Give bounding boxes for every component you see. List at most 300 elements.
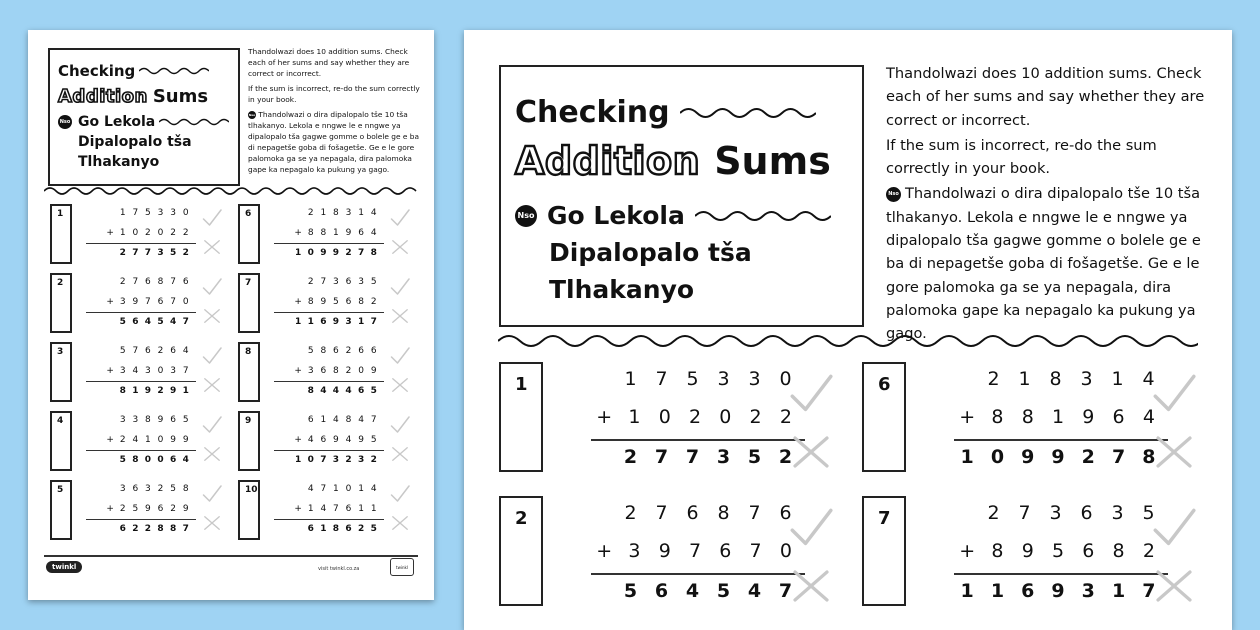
digit: 4 bbox=[1142, 406, 1155, 428]
sepedi-line-3: Tlhakanyo bbox=[549, 275, 695, 304]
sum-rule bbox=[86, 381, 196, 382]
digit: 7 bbox=[132, 346, 139, 356]
digit: 1 bbox=[1018, 368, 1031, 390]
digit: 8 bbox=[370, 248, 377, 258]
digit: 7 bbox=[182, 317, 189, 327]
digit: 7 bbox=[320, 484, 327, 494]
digit: 3 bbox=[332, 455, 340, 465]
digit: 0 bbox=[358, 366, 364, 376]
digit: 8 bbox=[358, 297, 364, 307]
digit: 2 bbox=[987, 502, 1000, 524]
digit: 3 bbox=[357, 455, 365, 465]
digit: 2 bbox=[987, 368, 1000, 390]
sum-number-box: 3 bbox=[50, 342, 72, 402]
digit: + bbox=[106, 228, 114, 238]
digit: 9 bbox=[332, 248, 340, 258]
digit: 2 bbox=[345, 346, 352, 356]
digit: 6 bbox=[320, 435, 327, 445]
digit: 5 bbox=[370, 524, 377, 534]
addend bbox=[270, 228, 380, 238]
tick-icon[interactable] bbox=[1152, 372, 1196, 416]
digit: 9 bbox=[1021, 446, 1035, 468]
sum-total bbox=[952, 580, 1164, 602]
sum-total bbox=[589, 580, 801, 602]
title-line-2 bbox=[58, 86, 208, 107]
digit: 9 bbox=[144, 386, 152, 396]
tick-icon[interactable] bbox=[390, 277, 410, 297]
title-line-1 bbox=[515, 95, 816, 130]
digit: 3 bbox=[333, 277, 339, 287]
digit: 0 bbox=[132, 228, 139, 238]
addend bbox=[952, 540, 1164, 562]
digit: 8 bbox=[157, 277, 164, 287]
digit: 8 bbox=[1021, 406, 1034, 428]
digit: 1 bbox=[358, 484, 364, 494]
digit: 9 bbox=[157, 415, 164, 425]
digit: 8 bbox=[119, 386, 126, 396]
digit: 7 bbox=[357, 248, 365, 258]
sum-total bbox=[82, 524, 192, 534]
digit: 6 bbox=[119, 524, 126, 534]
digit: 2 bbox=[119, 277, 126, 287]
addend bbox=[82, 228, 192, 238]
digit: 9 bbox=[358, 435, 364, 445]
digit: + bbox=[294, 435, 302, 445]
addend bbox=[270, 366, 380, 376]
addend bbox=[82, 346, 192, 356]
digit: 9 bbox=[332, 317, 340, 327]
digit: 9 bbox=[169, 386, 177, 396]
sum-number-box: 10 bbox=[238, 480, 260, 540]
addend bbox=[270, 277, 380, 287]
digit: 7 bbox=[749, 540, 762, 562]
digit: 1 bbox=[624, 368, 637, 390]
digit: 2 bbox=[345, 366, 352, 376]
tick-icon[interactable] bbox=[789, 372, 833, 416]
sum-rule bbox=[954, 439, 1168, 441]
addend bbox=[82, 277, 192, 287]
digit: 6 bbox=[358, 228, 364, 238]
digit: 5 bbox=[307, 346, 314, 356]
digit: 7 bbox=[182, 366, 189, 376]
digit: 9 bbox=[132, 297, 139, 307]
digit: 8 bbox=[991, 406, 1004, 428]
digit: 2 bbox=[749, 406, 762, 428]
digit: 6 bbox=[779, 502, 792, 524]
digit: 1 bbox=[132, 386, 139, 396]
digit: 6 bbox=[345, 297, 352, 307]
addend bbox=[82, 366, 192, 376]
sum-total bbox=[270, 386, 380, 396]
digit: 8 bbox=[307, 228, 314, 238]
worksheet-zoomed bbox=[464, 30, 1232, 630]
cross-icon[interactable] bbox=[791, 566, 831, 606]
sum-number-box: 1 bbox=[50, 204, 72, 264]
digit: 2 bbox=[119, 248, 126, 258]
instructions bbox=[248, 46, 426, 179]
addend bbox=[270, 504, 380, 514]
digit: 2 bbox=[370, 297, 377, 307]
digit: 2 bbox=[157, 484, 164, 494]
tick-icon[interactable] bbox=[202, 346, 222, 366]
digit: 3 bbox=[145, 484, 151, 494]
cross-icon[interactable] bbox=[203, 514, 221, 532]
digit: 4 bbox=[747, 580, 762, 602]
digit: 6 bbox=[1082, 540, 1095, 562]
digit: 0 bbox=[157, 455, 164, 465]
cross-icon[interactable] bbox=[203, 445, 221, 463]
tick-icon[interactable] bbox=[202, 277, 222, 297]
sum-rule bbox=[274, 519, 384, 520]
instruction-english-2: If the sum is incorrect, re-do the sum correctly in your book. bbox=[886, 136, 1157, 178]
digit: 9 bbox=[333, 435, 339, 445]
squiggle-icon bbox=[159, 117, 229, 127]
digit: 3 bbox=[119, 297, 126, 307]
tick-icon[interactable] bbox=[1152, 506, 1196, 550]
digit: 5 bbox=[333, 297, 339, 307]
digit: 0 bbox=[307, 455, 314, 465]
digit: 0 bbox=[990, 446, 1005, 468]
digit: 4 bbox=[370, 208, 377, 218]
sum-total bbox=[270, 455, 380, 465]
digit: 5 bbox=[170, 484, 176, 494]
digit: 6 bbox=[345, 504, 352, 514]
digit: 1 bbox=[358, 504, 364, 514]
addend bbox=[82, 484, 192, 494]
cross-icon[interactable] bbox=[203, 238, 221, 256]
digit: 3 bbox=[1049, 502, 1062, 524]
digit: 6 bbox=[169, 455, 177, 465]
digit: 5 bbox=[686, 368, 699, 390]
digit: 3 bbox=[170, 366, 176, 376]
digit: 6 bbox=[1112, 406, 1125, 428]
sum-number-box: 4 bbox=[50, 411, 72, 471]
digit: 8 bbox=[145, 415, 151, 425]
sum-number-box: 7 bbox=[238, 273, 260, 333]
sum-total bbox=[82, 248, 192, 258]
sum-total bbox=[589, 446, 801, 468]
digit: 2 bbox=[357, 524, 365, 534]
digit: 8 bbox=[307, 297, 314, 307]
addend bbox=[270, 208, 380, 218]
digit: 9 bbox=[370, 366, 377, 376]
sum-rule bbox=[591, 439, 805, 441]
digit: 1 bbox=[295, 455, 302, 465]
digit: 7 bbox=[655, 502, 668, 524]
tick-icon[interactable] bbox=[202, 484, 222, 504]
digit: 6 bbox=[170, 346, 176, 356]
cross-icon[interactable] bbox=[203, 307, 221, 325]
digit: 2 bbox=[170, 228, 176, 238]
digit: 4 bbox=[370, 484, 377, 494]
digit: 9 bbox=[145, 504, 151, 514]
digit: 1 bbox=[370, 504, 377, 514]
cross-icon[interactable] bbox=[391, 376, 409, 394]
digit: 2 bbox=[157, 386, 164, 396]
addend bbox=[589, 502, 801, 524]
digit: 8 bbox=[717, 502, 730, 524]
digit: 0 bbox=[779, 540, 792, 562]
digit: 6 bbox=[157, 297, 164, 307]
digit: 0 bbox=[658, 406, 671, 428]
digit: 2 bbox=[1081, 446, 1095, 468]
addend bbox=[952, 502, 1164, 524]
cross-icon[interactable] bbox=[391, 445, 409, 463]
digit: 1 bbox=[358, 208, 364, 218]
digit: + bbox=[106, 366, 114, 376]
sum-total bbox=[952, 446, 1164, 468]
tick-icon[interactable] bbox=[390, 346, 410, 366]
digit: 8 bbox=[1112, 540, 1125, 562]
digit: 2 bbox=[370, 455, 377, 465]
digit: 2 bbox=[132, 524, 139, 534]
addend bbox=[82, 504, 192, 514]
digit: 6 bbox=[686, 502, 699, 524]
digit: 4 bbox=[1142, 368, 1155, 390]
digit: 0 bbox=[157, 228, 164, 238]
digit: 0 bbox=[182, 297, 189, 307]
digit: 3 bbox=[628, 540, 641, 562]
sum-rule bbox=[954, 573, 1168, 575]
title-sepedi bbox=[58, 112, 229, 172]
cross-icon[interactable] bbox=[391, 514, 409, 532]
sum-number-box: 6 bbox=[238, 204, 260, 264]
digit: 5 bbox=[132, 504, 139, 514]
title-box bbox=[48, 48, 240, 186]
digit: 1 bbox=[307, 317, 314, 327]
tick-icon[interactable] bbox=[390, 208, 410, 228]
digit: 9 bbox=[658, 540, 671, 562]
digit: 6 bbox=[170, 415, 176, 425]
digit: 3 bbox=[1111, 502, 1124, 524]
digit: 7 bbox=[370, 415, 377, 425]
digit: 2 bbox=[778, 446, 793, 468]
sum-rule bbox=[86, 243, 196, 244]
digit: 2 bbox=[779, 406, 792, 428]
digit: 1 bbox=[307, 504, 314, 514]
sum-number-box: 1 bbox=[499, 362, 543, 472]
digit: 7 bbox=[132, 277, 139, 287]
title-box bbox=[499, 65, 864, 327]
digit: 0 bbox=[307, 248, 314, 258]
digit: 1 bbox=[1051, 406, 1065, 428]
digit: 0 bbox=[345, 484, 352, 494]
digit: + bbox=[596, 540, 613, 562]
digit: 0 bbox=[719, 406, 732, 428]
digit: 7 bbox=[370, 317, 377, 327]
digit: 4 bbox=[345, 435, 352, 445]
cross-icon[interactable] bbox=[791, 432, 831, 472]
title-line-2 bbox=[515, 139, 831, 183]
title-addition: Addition bbox=[58, 86, 148, 107]
digit: 7 bbox=[688, 540, 702, 562]
footer-divider bbox=[44, 555, 418, 557]
digit: 6 bbox=[719, 540, 732, 562]
digit: 8 bbox=[991, 540, 1004, 562]
digit: 3 bbox=[716, 446, 731, 468]
digit: 6 bbox=[1080, 502, 1093, 524]
cross-icon[interactable] bbox=[1154, 566, 1194, 606]
digit: 4 bbox=[182, 346, 189, 356]
digit: 5 bbox=[1051, 540, 1065, 562]
digit: 8 bbox=[157, 524, 164, 534]
sum-total bbox=[270, 248, 380, 258]
sepedi-line-2: Dipalopalo tša bbox=[549, 238, 752, 267]
digit: 1 bbox=[295, 317, 302, 327]
digit: 3 bbox=[119, 484, 126, 494]
digit: 1 bbox=[960, 580, 974, 602]
sum-number-box: 8 bbox=[238, 342, 260, 402]
addend bbox=[952, 368, 1164, 390]
digit: 4 bbox=[685, 580, 700, 602]
title-checking: Checking bbox=[58, 62, 136, 80]
footer-url: visit twinkl.co.za bbox=[318, 566, 360, 572]
digit: 4 bbox=[132, 366, 139, 376]
digit: 8 bbox=[132, 455, 139, 465]
digit: 0 bbox=[779, 368, 792, 390]
digit: 9 bbox=[182, 504, 189, 514]
digit: 8 bbox=[320, 346, 327, 356]
digit: 9 bbox=[1051, 580, 1065, 602]
addend bbox=[82, 208, 192, 218]
title-sepedi bbox=[515, 197, 831, 308]
addend bbox=[589, 406, 801, 428]
sepedi-line-1: Go Lekola bbox=[78, 114, 156, 130]
sum-rule bbox=[86, 312, 196, 313]
addend bbox=[589, 368, 801, 390]
footer-badge: twinkl bbox=[390, 558, 414, 576]
digit: 1 bbox=[990, 580, 1005, 602]
addend bbox=[82, 297, 192, 307]
sum-number-box: 7 bbox=[862, 496, 906, 606]
digit: 4 bbox=[332, 386, 340, 396]
tick-icon[interactable] bbox=[789, 506, 833, 550]
digit: 6 bbox=[345, 277, 352, 287]
digit: 2 bbox=[623, 446, 638, 468]
digit: 8 bbox=[307, 386, 314, 396]
digit: 5 bbox=[623, 580, 638, 602]
digit: 4 bbox=[345, 386, 352, 396]
addend bbox=[952, 406, 1164, 428]
instruction-english-1: Thandolwazi does 10 addition sums. Check each of her sums and say whether they are correct or incorrect. bbox=[248, 47, 410, 78]
digit: 0 bbox=[182, 208, 189, 218]
digit: 3 bbox=[170, 208, 176, 218]
tick-icon[interactable] bbox=[390, 415, 410, 435]
digit: 6 bbox=[358, 346, 364, 356]
digit: 3 bbox=[132, 415, 139, 425]
digit: 2 bbox=[345, 455, 352, 465]
digit: 6 bbox=[132, 317, 139, 327]
digit: 2 bbox=[170, 504, 176, 514]
digit: 3 bbox=[157, 208, 164, 218]
digit: 1 bbox=[182, 386, 189, 396]
digit: 2 bbox=[157, 346, 164, 356]
digit: 4 bbox=[307, 435, 314, 445]
sum-rule bbox=[591, 573, 805, 575]
digit: 4 bbox=[333, 415, 339, 425]
addend bbox=[270, 297, 380, 307]
digit: 9 bbox=[320, 248, 327, 258]
digit: 6 bbox=[357, 386, 365, 396]
addend bbox=[270, 435, 380, 445]
addend bbox=[270, 415, 380, 425]
digit: 8 bbox=[182, 484, 189, 494]
digit: 3 bbox=[307, 366, 314, 376]
digit: 3 bbox=[748, 368, 761, 390]
cross-icon[interactable] bbox=[391, 238, 409, 256]
sum-rule bbox=[86, 450, 196, 451]
instruction-sepedi: Thandolwazi o dira dipalopalo tše 10 tša tlhakanyo. Lekola e nngwe le e nngwe ya dipalopalo tša gagwe gomme o bolele ge e ba di nepagetše goba di fošagetše. Ge e le gore palomoka ga se ya nepagala, dira palomoka gape ka nepagalo ka pukung ya gago. bbox=[886, 185, 1201, 343]
addend bbox=[270, 346, 380, 356]
sepedi-line-1: Go Lekola bbox=[547, 201, 685, 230]
digit: 2 bbox=[307, 277, 314, 287]
title-sums: Sums bbox=[714, 139, 831, 183]
sum-rule bbox=[274, 243, 384, 244]
digit: 7 bbox=[144, 248, 152, 258]
digit: 6 bbox=[132, 484, 139, 494]
digit: 2 bbox=[119, 435, 126, 445]
sepedi-line-3: Tlhakanyo bbox=[78, 154, 160, 170]
sum-total bbox=[270, 524, 380, 534]
digit: 7 bbox=[778, 580, 793, 602]
digit: 0 bbox=[144, 455, 152, 465]
digit: + bbox=[294, 366, 302, 376]
tick-icon[interactable] bbox=[202, 415, 222, 435]
digit: 7 bbox=[145, 297, 151, 307]
digit: 7 bbox=[655, 368, 668, 390]
digit: 7 bbox=[1018, 502, 1031, 524]
digit: 8 bbox=[1049, 368, 1062, 390]
cross-icon[interactable] bbox=[203, 376, 221, 394]
digit: 1 bbox=[320, 208, 327, 218]
sum-number-box: 5 bbox=[50, 480, 72, 540]
tick-icon[interactable] bbox=[390, 484, 410, 504]
tick-icon[interactable] bbox=[202, 208, 222, 228]
instructions bbox=[886, 62, 1216, 348]
digit: 7 bbox=[320, 455, 327, 465]
digit: 6 bbox=[345, 524, 352, 534]
digit: 7 bbox=[333, 504, 339, 514]
digit: 6 bbox=[1021, 580, 1035, 602]
sum-rule bbox=[274, 450, 384, 451]
digit: 2 bbox=[182, 228, 189, 238]
cross-icon[interactable] bbox=[391, 307, 409, 325]
cross-icon[interactable] bbox=[1154, 432, 1194, 472]
digit: 3 bbox=[145, 366, 151, 376]
digit: 1 bbox=[119, 208, 126, 218]
digit: + bbox=[106, 435, 114, 445]
digit: 2 bbox=[145, 228, 151, 238]
addend bbox=[589, 540, 801, 562]
digit: 7 bbox=[1111, 446, 1126, 468]
squiggle-icon bbox=[680, 105, 816, 121]
digit: 7 bbox=[320, 277, 327, 287]
digit: 5 bbox=[747, 446, 762, 468]
digit: 6 bbox=[320, 317, 327, 327]
digit: 1 bbox=[145, 435, 151, 445]
digit: 4 bbox=[358, 415, 364, 425]
digit: 5 bbox=[182, 415, 189, 425]
digit: 5 bbox=[370, 386, 377, 396]
digit: 6 bbox=[145, 277, 151, 287]
digit: 2 bbox=[182, 248, 189, 258]
digit: 8 bbox=[1142, 446, 1156, 468]
digit: 5 bbox=[370, 277, 377, 287]
squiggle-icon bbox=[695, 208, 831, 224]
digit: 6 bbox=[145, 346, 151, 356]
digit: 3 bbox=[119, 415, 126, 425]
digit: 3 bbox=[358, 277, 364, 287]
